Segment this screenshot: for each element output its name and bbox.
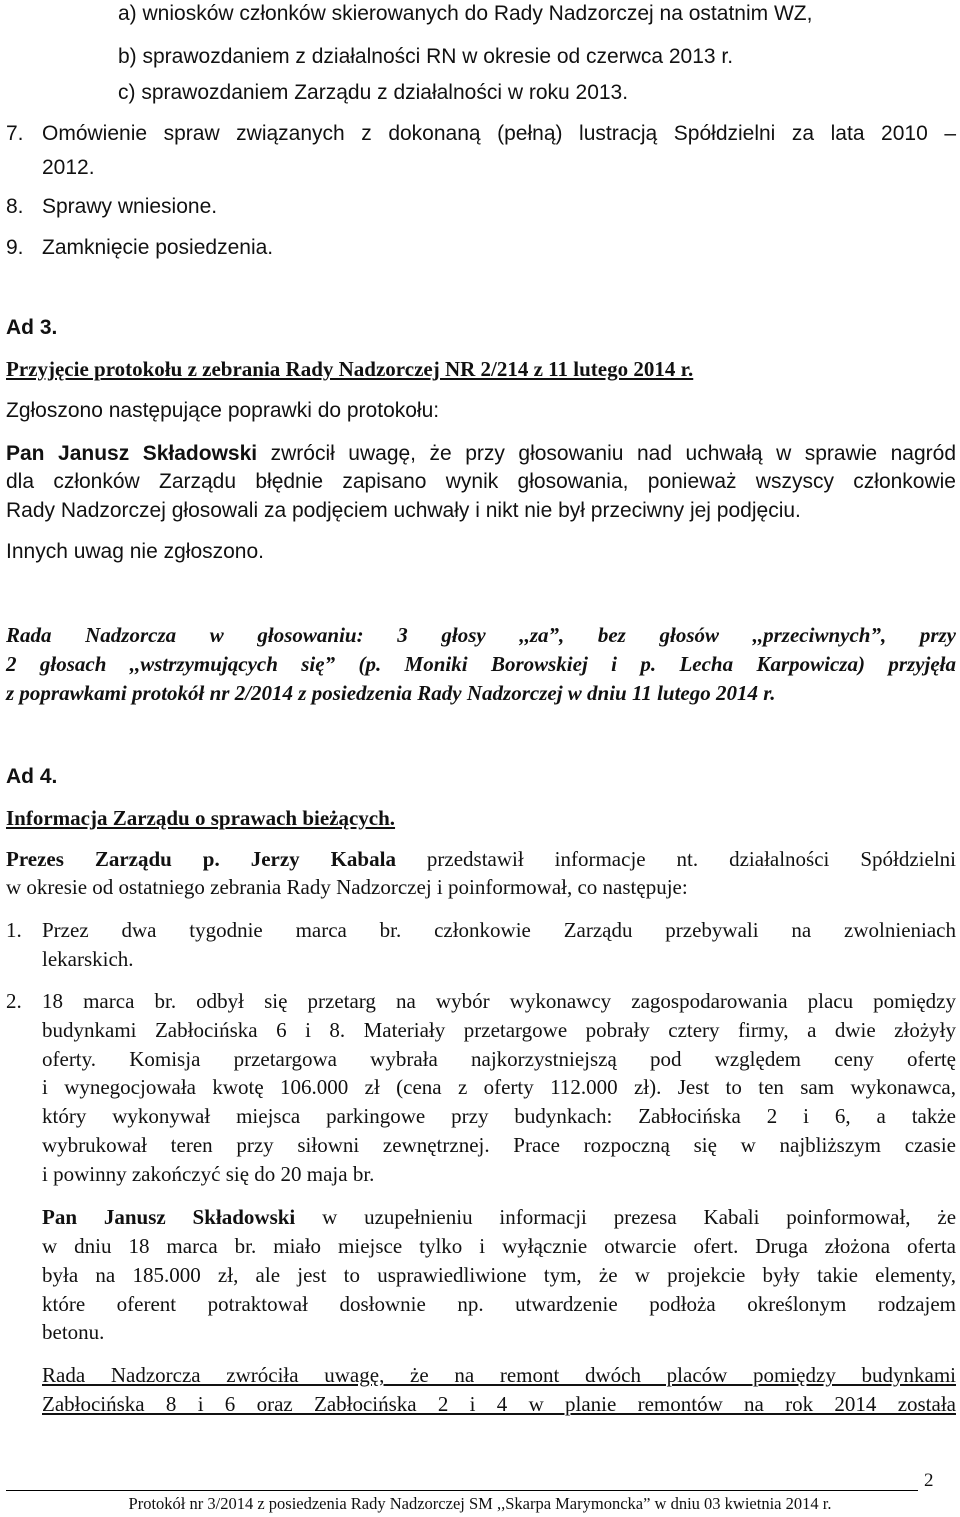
agenda-item-7-continued: 2012. <box>42 156 95 179</box>
agenda-item-8-text: Sprawy wniesione. <box>42 195 218 218</box>
agenda-item-8 <box>6 193 956 221</box>
ad4-paragraph-text: przedstawił informacje nt. działalności Spółdzielni <box>426 847 956 871</box>
agenda-item-b: b) sprawozdaniem z działalności RN w okresie od czerwca 2013 r. <box>118 45 734 68</box>
ad4-paragraph-line: w dniu 18 marca br. miało miejsce tylko i wyłącznie otwarcie ofert. Druga złożona oferta <box>42 1234 956 1258</box>
ad4-paragraph-line <box>6 845 956 873</box>
ad4-underlined-line: Rada Nadzorcza zwróciła uwagę, że na remont dwóch placów pomiędzy budynkami <box>42 1363 956 1387</box>
agenda-item-9-number: 9. <box>6 236 24 259</box>
ad4-paragraph-line <box>42 1203 956 1231</box>
agenda-item-c: c) sprawozdaniem Zarządu z działalności w roku 2013. <box>118 81 629 104</box>
ad4-speaker-2: Pan Janusz Składowski <box>42 1205 296 1229</box>
footer-divider <box>6 1490 918 1491</box>
agenda-item-7-text: Omówienie spraw związanych z dokonaną (pełną) lustracją Spółdzielni za lata 2010 – <box>42 122 956 145</box>
agenda-item-9-text: Zamknięcie posiedzenia. <box>42 236 274 259</box>
ad3-paragraph-line: Rady Nadzorczej głosowali za podjęciem uchwały i nikt nie był przeciwny jej podjęciu. <box>6 499 801 522</box>
ad3-resolution-line: 2 głosach ,,wstrzymujących się” (p. Moniki Borowskiej i p. Lecha Karpowicza) przyjęła <box>6 652 956 676</box>
ad4-list-item-2-continued: budynkami Zabłocińska 6 i 8. Materiały przetargowe pobrały cztery firmy, a dwie złożyły <box>42 1018 956 1042</box>
agenda-item-8-number: 8. <box>6 195 24 218</box>
ad3-resolution-line: z poprawkami protokół nr 2/2014 z posiedzenia Rady Nadzorczej w dniu 11 lutego 2014 r. <box>6 681 776 705</box>
agenda-item-9 <box>6 234 956 262</box>
ad4-speaker: Prezes Zarządu p. Jerzy Kabala <box>6 847 396 871</box>
ad4-list-item-2 <box>6 987 956 1015</box>
ad4-paragraph-line: w okresie od ostatniego zebrania Rady Nadzorczej i poinformował, co następuje: <box>6 875 688 899</box>
ad4-paragraph-text: w uzupełnieniu informacji prezesa Kabali poinformował, że <box>322 1205 957 1229</box>
ad4-list-item-2-continued: i powinny zakończyć się do 20 maja br. <box>42 1162 375 1186</box>
ad4-list-item-2-continued: który wykonywał miejsca parkingowe przy budynkach: Zabłocińska 2 i 6, a także <box>42 1104 956 1128</box>
agenda-item-a: a) wniosków członków skierowanych do Rady Nadzorczej na ostatnim WZ, <box>118 2 813 25</box>
ad4-list-item-1 <box>6 916 956 944</box>
ad4-heading: Ad 4. <box>6 765 58 788</box>
ad4-list-item-2-number: 2. <box>6 989 22 1013</box>
ad3-paragraph-text: zwrócił uwagę, że przy głosowaniu nad uchwałą w sprawie nagród <box>270 442 956 465</box>
ad4-underlined-line: Zabłocińska 8 i 6 oraz Zabłocińska 2 i 4 w planie remontów na rok 2014 została <box>42 1392 956 1416</box>
ad3-note: Innych uwag nie zgłoszono. <box>6 540 264 563</box>
footer-text: Protokół nr 3/2014 z posiedzenia Rady Nadzorczej SM ,,Skarpa Marymoncka” w dniu 03 kwietnia 2014 r. <box>128 1494 832 1513</box>
ad3-paragraph-line: dla członków Zarządu błędnie zapisano wynik głosowania, ponieważ wszyscy członkowie <box>6 470 956 493</box>
ad4-list-item-2-text: 18 marca br. odbył się przetarg na wybór wykonawcy zagospodarowania placu pomiędzy <box>42 989 956 1013</box>
ad4-paragraph-line: betonu. <box>42 1320 105 1344</box>
ad4-list-item-2-continued: i wynegocjowała kwotę 106.000 zł (cena z oferty 112.000 zł). Jest to ten sam wykonawca, <box>42 1075 956 1099</box>
ad3-resolution-line: Rada Nadzorcza w głosowaniu: 3 głosy ,,za”, bez głosów ,,przeciwnych”, przy <box>6 623 956 647</box>
ad4-list-item-2-continued: wybrukował teren przy siłowni zewnętrznej. Prace rozpoczną się w najbliższym czasie <box>42 1133 956 1157</box>
ad4-list-item-1-text: Przez dwa tygodnie marca br. członkowie Zarządu przebywali na zwolnieniach <box>42 918 956 942</box>
ad4-paragraph-line: które oferent potraktował dosłownie np. utwardzenie podłoża określonym rodzajem <box>42 1292 956 1316</box>
ad4-title: Informacja Zarządu o sprawach bieżących. <box>6 806 396 830</box>
page-number: 2 <box>924 1470 934 1491</box>
ad4-list-item-1-continued: lekarskich. <box>42 947 134 971</box>
ad4-list-item-2-continued: oferty. Komisja przetargowa wybrała najkorzystniejszą pod względem ceny ofertę <box>42 1047 956 1071</box>
ad3-speaker: Pan Janusz Składowski <box>6 442 258 465</box>
agenda-item-7-number: 7. <box>6 122 24 145</box>
ad3-title: Przyjęcie protokołu z zebrania Rady Nadzorczej NR 2/214 z 11 lutego 2014 r. <box>6 357 694 381</box>
ad4-paragraph-line: była na 185.000 zł, ale jest to usprawiedliwione tym, że w projekcie były takie elementy, <box>42 1263 956 1287</box>
agenda-item-7 <box>6 120 956 148</box>
ad4-list-item-1-number: 1. <box>6 918 22 942</box>
ad3-paragraph-line <box>6 440 956 468</box>
ad3-heading: Ad 3. <box>6 316 58 339</box>
ad3-intro: Zgłoszono następujące poprawki do protokołu: <box>6 399 440 422</box>
